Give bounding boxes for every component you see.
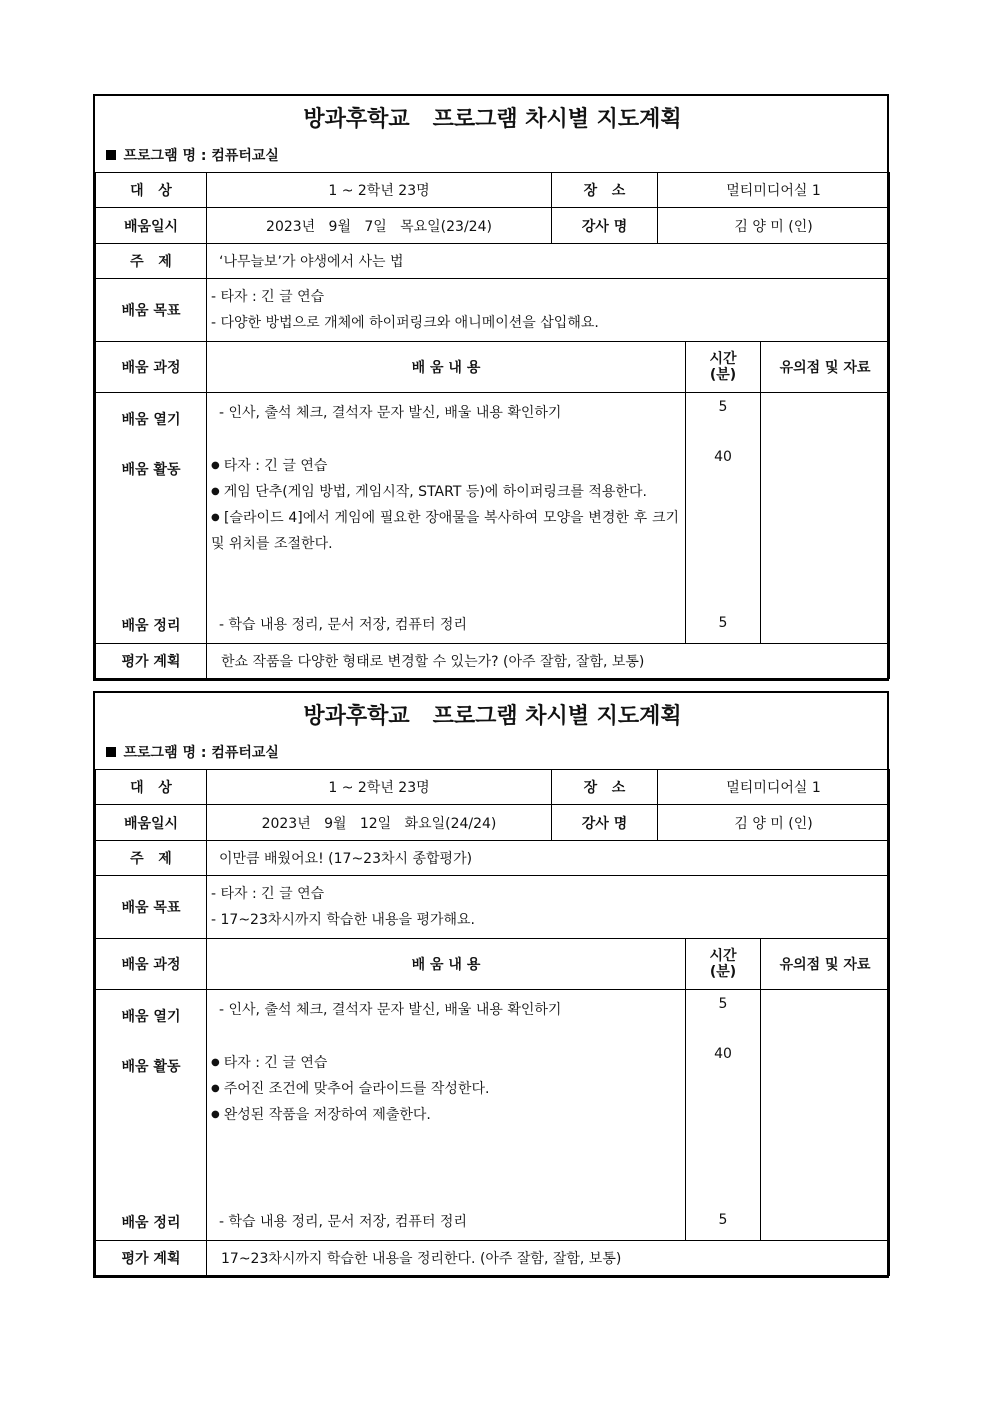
eval-label: 평가 계획: [96, 1241, 207, 1276]
goal-line: - 타자 : 긴 글 연습: [211, 886, 325, 902]
lesson-plan-2: [93, 691, 889, 1278]
content-header: 배 움 내 용: [207, 939, 686, 990]
bullet-icon: ●: [211, 512, 221, 523]
step-open: 배움 열기: [121, 412, 181, 428]
bullet-icon: ●: [211, 1057, 220, 1068]
teacher-value: 김 양 미 (인): [658, 208, 890, 244]
activity-text: 타자 : 긴 글 연습: [223, 458, 328, 474]
activity-item: [211, 479, 679, 505]
goal-line: - 다양한 방법으로 개체에 하이퍼링크와 애니메이션을 삽입해요.: [211, 315, 599, 331]
teacher-value: 김 양 미 (인): [658, 805, 890, 841]
activity-text: 완성된 작품을 저장하여 제출한다.: [223, 1107, 431, 1123]
time-close: 5: [718, 615, 728, 631]
content-body: [207, 393, 686, 644]
teacher-label: 강사 명: [552, 805, 658, 841]
target-label: 대 상: [96, 770, 207, 805]
close-text: - 학습 내용 정리, 문서 저장, 컴퓨터 정리: [219, 617, 467, 633]
square-bullet-icon: [106, 150, 116, 160]
activity-item: [211, 1050, 679, 1076]
goal-label: 배움 목표: [96, 876, 207, 939]
activity-list: [211, 1050, 679, 1128]
program-name-text: 프로그램 명 : 컴퓨터교실: [123, 745, 279, 761]
teacher-label: 강사 명: [552, 208, 658, 244]
program-name: [96, 735, 890, 770]
date-label: 배움일시: [96, 208, 207, 244]
goal-line: - 타자 : 긴 글 연습: [211, 289, 325, 305]
notes-header: 유의점 및 자료: [761, 939, 890, 990]
bullet-icon: ●: [211, 460, 220, 471]
close-text: - 학습 내용 정리, 문서 저장, 컴퓨터 정리: [219, 1214, 467, 1230]
step-activity: 배움 활동: [121, 462, 181, 478]
activity-list: [211, 453, 679, 557]
plan-table: [95, 693, 890, 1276]
notes-body: [761, 393, 890, 644]
content-header: 배 움 내 용: [207, 342, 686, 393]
process-label: 배움 과정: [96, 939, 207, 990]
activity-text: 게임 단추(게임 방법, 게임시작, START 등)에 하이퍼링크를 적용한다.: [223, 484, 647, 500]
program-name-text: 프로그램 명 : 컴퓨터교실: [123, 148, 279, 164]
topic-value: 이만큼 배웠어요! (17~23차시 종합평가): [207, 841, 890, 876]
time-open: 5: [718, 399, 728, 415]
goal-line: - 17~23차시까지 학습한 내용을 평가해요.: [211, 912, 475, 928]
plan-title: 방과후학교 프로그램 차시별 지도계획: [303, 703, 682, 729]
notes-body: [761, 990, 890, 1241]
process-steps: [96, 393, 207, 644]
open-text: - 인사, 출석 체크, 결석자 문자 발신, 배울 내용 확인하기: [219, 1002, 562, 1018]
lesson-plan-1: [93, 94, 889, 681]
time-activity: 40: [714, 1046, 732, 1062]
goal-label: 배움 목표: [96, 279, 207, 342]
eval-value: 17~23차시까지 학습한 내용을 정리한다. (아주 잘함, 잘함, 보통): [207, 1241, 890, 1276]
time-open: 5: [718, 996, 728, 1012]
date-value: 2023년 9월 12일 화요일(24/24): [207, 805, 552, 841]
topic-label: 주 제: [96, 841, 207, 876]
step-close: 배움 정리: [121, 1215, 181, 1231]
activity-item: [211, 1102, 679, 1128]
date-value: 2023년 9월 7일 목요일(23/24): [207, 208, 552, 244]
process-label: 배움 과정: [96, 342, 207, 393]
target-value: 1 ~ 2학년 23명: [207, 770, 552, 805]
goal-value: [207, 876, 890, 939]
topic-label: 주 제: [96, 244, 207, 279]
place-label: 장 소: [552, 173, 658, 208]
step-close: 배움 정리: [121, 618, 181, 634]
place-label: 장 소: [552, 770, 658, 805]
step-activity: 배움 활동: [121, 1059, 181, 1075]
program-name: [96, 138, 890, 173]
bullet-icon: ●: [211, 486, 220, 497]
activity-item: [211, 1076, 679, 1102]
target-value: 1 ~ 2학년 23명: [207, 173, 552, 208]
activity-text: 타자 : 긴 글 연습: [223, 1055, 328, 1071]
time-body: [686, 393, 761, 644]
place-value: 멀티미디어실 1: [658, 173, 890, 208]
square-bullet-icon: [106, 747, 116, 757]
activity-item: [211, 453, 679, 479]
date-label: 배움일시: [96, 805, 207, 841]
plan-table: [95, 96, 890, 679]
open-text: - 인사, 출석 체크, 결석자 문자 발신, 배울 내용 확인하기: [219, 405, 562, 421]
plan-title: 방과후학교 프로그램 차시별 지도계획: [303, 106, 682, 132]
eval-label: 평가 계획: [96, 644, 207, 679]
activity-text: 주어진 조건에 맞추어 슬라이드를 작성한다.: [223, 1081, 490, 1097]
process-steps: [96, 990, 207, 1241]
place-value: 멀티미디어실 1: [658, 770, 890, 805]
goal-value: [207, 279, 890, 342]
time-header: 시간 (분): [686, 342, 761, 393]
activity-item: [211, 505, 679, 557]
eval-value: 한쇼 작품을 다양한 형태로 변경할 수 있는가? (아주 잘함, 잘함, 보통): [207, 644, 890, 679]
target-label: 대 상: [96, 173, 207, 208]
time-header: 시간 (분): [686, 939, 761, 990]
topic-value: ‘나무늘보’가 야생에서 사는 법: [207, 244, 890, 279]
bullet-icon: ●: [211, 1109, 220, 1120]
activity-text: [슬라이드 4]에서 게임에 필요한 장애물을 복사하여 모양을 변경한 후 크기 및 위치를 조절한다.: [211, 510, 679, 552]
bullet-icon: ●: [211, 1083, 220, 1094]
time-close: 5: [718, 1212, 728, 1228]
time-activity: 40: [714, 449, 732, 465]
time-body: [686, 990, 761, 1241]
step-open: 배움 열기: [121, 1009, 181, 1025]
notes-header: 유의점 및 자료: [761, 342, 890, 393]
content-body: [207, 990, 686, 1241]
